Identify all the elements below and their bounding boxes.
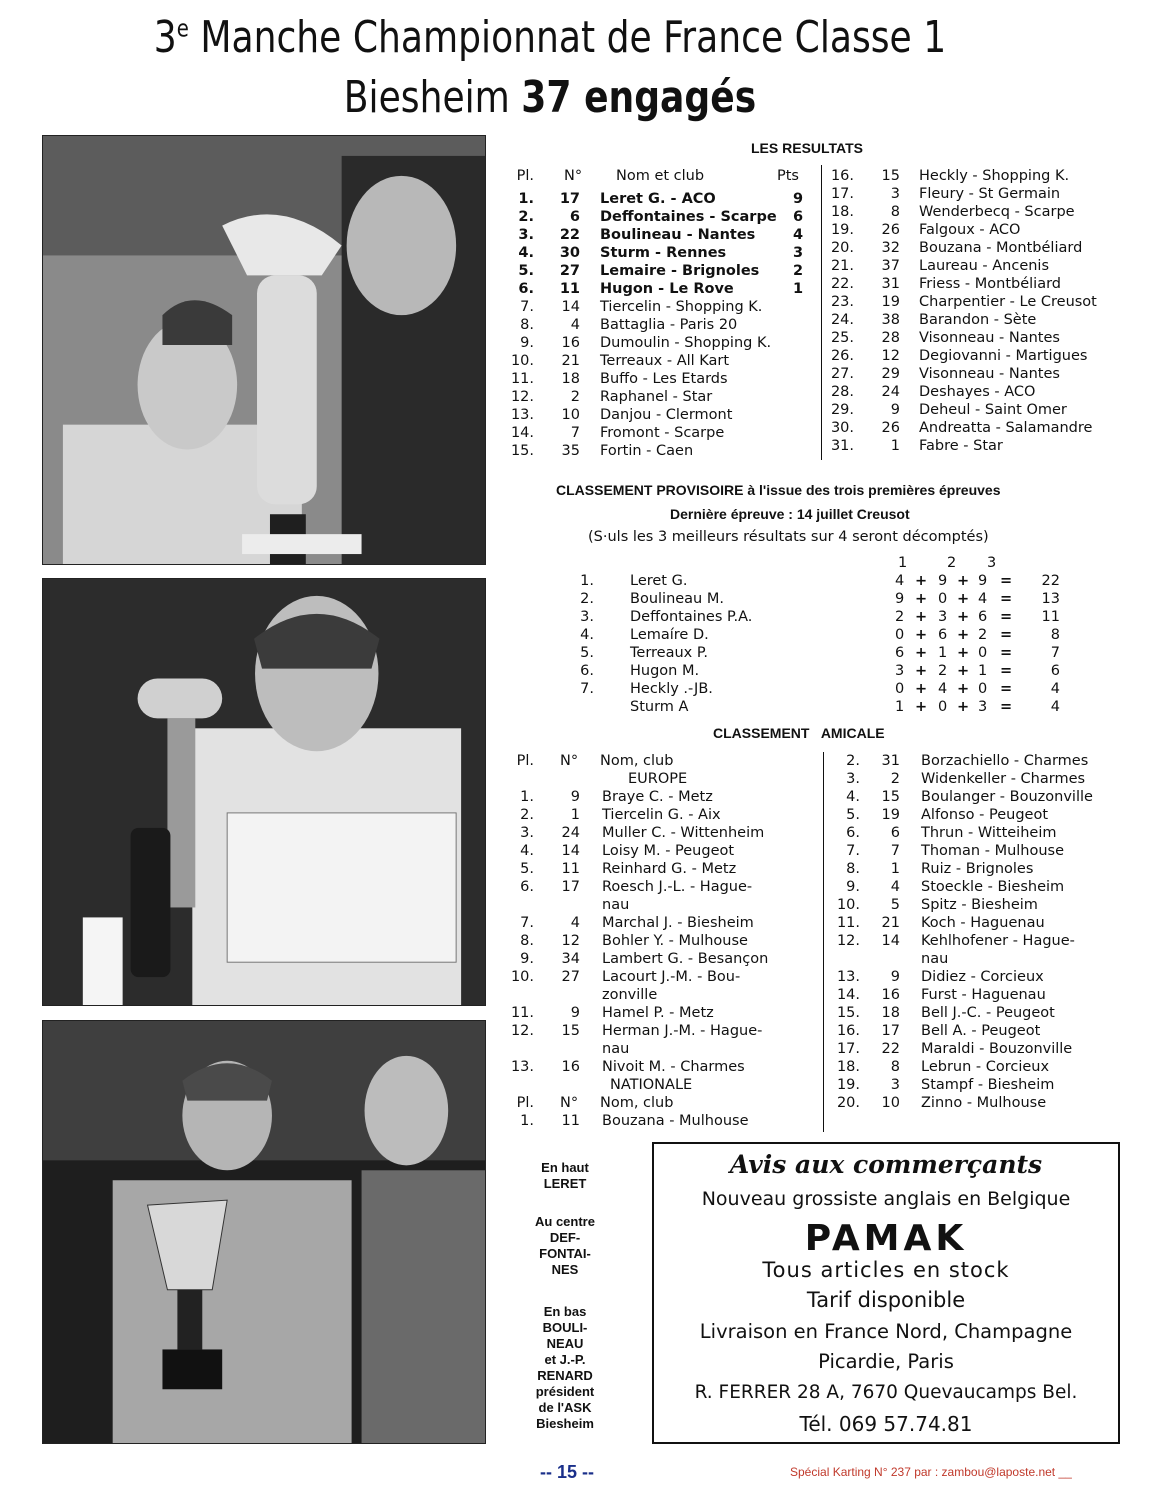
resultats-row: 13. 10 Danjou - Clermont bbox=[510, 407, 733, 423]
provisoire-row: 3. Deffontaines P.A. 2 + 3 + 6 = 11 bbox=[580, 609, 1060, 625]
amicale-row: 2. 31 Borzachiello - Charmes bbox=[846, 753, 1089, 769]
provisoire-title: CLASSEMENT PROVISOIRE à l'issue des trois premières épreuves bbox=[556, 482, 1001, 498]
amicale-row: 4. 15 Boulanger - Bouzonville bbox=[846, 789, 1093, 805]
amicale-row: 6. 6 Thrun - Witteiheim bbox=[846, 825, 1057, 841]
amicale-divider bbox=[823, 752, 824, 1132]
provisoire-row: 5. Terreaux P. 6 + 1 + 0 = 7 bbox=[580, 645, 1060, 661]
ad-line3: Tarif disponible bbox=[806, 1288, 966, 1312]
resultats-table-right bbox=[820, 167, 1130, 455]
amicale-row: 5. 11 Reinhard G. - Metz bbox=[520, 861, 737, 877]
amicale-row: 9. 34 Lambert G. - Besançon bbox=[520, 951, 769, 967]
ad-line2: Tous articles en stock bbox=[762, 1258, 1010, 1282]
resultats-row: 29. 9 Deheul - Saint Omer bbox=[830, 402, 1067, 418]
amicale-row: 6. 17 Roesch J.-L. - Hague- bbox=[520, 879, 753, 895]
provisoire-row: 1. Leret G. 4 + 9 + 9 = 22 bbox=[580, 573, 1060, 589]
resultats-row: 25. 28 Visonneau - Nantes bbox=[830, 330, 1060, 346]
europe-label: EUROPE bbox=[628, 771, 688, 787]
amicale-row-cont: nau bbox=[602, 897, 630, 913]
page-subtitle: Biesheim 37 engagés bbox=[343, 72, 757, 123]
nationale-row-1: 1. 11 Bouzana - Mulhouse bbox=[520, 1113, 749, 1129]
amicale-row: 16. 17 Bell A. - Peugeot bbox=[836, 1023, 1041, 1039]
provisoire-row: 4. Lemaíre D. 0 + 6 + 2 = 8 bbox=[580, 627, 1060, 643]
caption-haut: En haut LERET bbox=[541, 1160, 589, 1191]
amicale-row: 11. 9 Hamel P. - Metz bbox=[510, 1005, 714, 1021]
page-title: 3e Manche Championnat de France Classe 1 bbox=[153, 12, 947, 63]
resultats-row: 10. 21 Terreaux - All Kart bbox=[510, 353, 730, 369]
amicale-row: 9. 4 Stoeckle - Biesheim bbox=[846, 879, 1065, 895]
nationale-label: NATIONALE bbox=[610, 1077, 693, 1093]
page-number: -- 15 -- bbox=[540, 1462, 594, 1482]
resultats-row: 11. 18 Buffo - Les Etards bbox=[510, 371, 728, 387]
resultats-row: 24. 38 Barandon - Sète bbox=[830, 312, 1037, 328]
resultats-row: 6. 11 Hugon - Le Rove 1 bbox=[518, 281, 804, 297]
footer-credit: Spécial Karting N° 237 par : zambou@laposte.net __ bbox=[790, 1465, 1072, 1479]
amicale-row: 10. 27 Lacourt J.-M. - Bou- bbox=[510, 969, 741, 985]
amicale-row: 3. 24 Muller C. - Wittenheim bbox=[520, 825, 765, 841]
amicale-row: 14. 16 Furst - Haguenau bbox=[836, 987, 1046, 1003]
ad-line7: Tél. 069 57.74.81 bbox=[799, 1412, 973, 1436]
resultats-row: 2. 6 Deffontaines - Scarpe 6 bbox=[518, 209, 804, 225]
resultats-row: 4. 30 Sturm - Rennes 3 bbox=[518, 245, 804, 261]
provisoire-row: Sturm A 1 + 0 + 3 = 4 bbox=[630, 699, 1060, 715]
amicale-row: 8. 1 Ruiz - Brignoles bbox=[846, 861, 1034, 877]
amicale-row: 8. 12 Bohler Y. - Mulhouse bbox=[520, 933, 748, 949]
resultats-row: 21. 37 Laureau - Ancenis bbox=[830, 258, 1050, 274]
amicale-table-left: Pl. N° Nom, club EUROPE 1. 9 Braye C. - Metz 2. 1 Tiercelin G. - Aix 3. 24 Muller C. - Wittenheim 4. 14 Loisy M. - Peugeot 5. 11 Reinhard G. - Metz 6. 17 Roesch J.-L. - Hague- nau 7. 4 Marchal J. - Biesheim 8. 12 Bohler Y. - Mulhouse 9. 34 Lambert G. - Besançon 10. 27 Lacourt J.-M. - Bou- zonville 11. 9 Hamel P. - Metz 12. 15 Herman J.-M. - Hague- nau 13. 16 Nivoit M. - Charmes NATIONALE Pl. N° Nom, club 1. 11 Bouzana - Mulhouse bbox=[500, 752, 830, 1130]
provisoire-subtitle: Dernière épreuve : 14 juillet Creusot bbox=[670, 506, 910, 522]
ad-line4: Livraison en France Nord, Champagne bbox=[699, 1320, 1073, 1343]
resultats-row: 20. 32 Bouzana - Montbéliard bbox=[830, 240, 1083, 256]
amicale-row: 10. 5 Spitz - Biesheim bbox=[836, 897, 1038, 913]
resultats-row: 26. 12 Degiovanni - Martigues bbox=[830, 348, 1088, 364]
resultats-row: 17. 3 Fleury - St Germain bbox=[830, 186, 1061, 202]
amicale-row: 11. 21 Koch - Haguenau bbox=[836, 915, 1045, 931]
amicale-row: 13. 16 Nivoit M. - Charmes bbox=[510, 1059, 745, 1075]
resultats-row: 12. 2 Raphanel - Star bbox=[510, 389, 713, 405]
resultats-row: 19. 26 Falgoux - ACO bbox=[830, 222, 1021, 238]
amicale-row: 20. 10 Zinno - Mulhouse bbox=[836, 1095, 1047, 1111]
amicale-row: 7. 4 Marchal J. - Biesheim bbox=[520, 915, 754, 931]
caption-bas: En bas BOULI- NEAU et J.-P. RENARD président de l'ASK Biesheim bbox=[535, 1304, 595, 1431]
provisoire-table bbox=[560, 572, 1080, 716]
amicale-row: 12. 14 Kehlhofener - Hague- bbox=[836, 933, 1075, 949]
resultats-row: 16. 15 Heckly - Shopping K. bbox=[830, 168, 1070, 184]
resultats-header: Pl. N° Nom et club Pts bbox=[516, 168, 799, 184]
provisoire-row: 2. Boulineau M. 9 + 0 + 4 = 13 bbox=[580, 591, 1060, 607]
resultats-row: 27. 29 Visonneau - Nantes bbox=[830, 366, 1060, 382]
provisoire-note: (S·uls les 3 meilleurs résultats sur 4 seront décomptés) bbox=[588, 529, 989, 545]
ad-line5: Picardie, Paris bbox=[818, 1350, 954, 1373]
resultats-title: LES RESULTATS bbox=[751, 140, 863, 156]
amicale-row: 1. 9 Braye C. - Metz bbox=[520, 789, 713, 805]
photo-center-deffontaines bbox=[42, 578, 486, 1006]
amicale-row: 4. 14 Loisy M. - Peugeot bbox=[520, 843, 735, 859]
resultats-row: 1. 17 Leret G. - ACO 9 bbox=[518, 191, 804, 207]
amicale-row: 15. 18 Bell J.-C. - Peugeot bbox=[836, 1005, 1055, 1021]
amicale-row: 18. 8 Lebrun - Corcieux bbox=[836, 1059, 1050, 1075]
ad-heading: Avis aux commerçants bbox=[729, 1150, 1043, 1179]
caption-centre: Au centre DEF- FONTAI- NES bbox=[535, 1214, 595, 1277]
amicale-row: 19. 3 Stampf - Biesheim bbox=[836, 1077, 1055, 1093]
resultats-row: 15. 35 Fortin - Caen bbox=[510, 443, 694, 459]
provisoire-row: 7. Heckly .-JB. 0 + 4 + 0 = 4 bbox=[580, 681, 1060, 697]
ad-brand: PAMAK bbox=[804, 1218, 968, 1259]
amicale-row-cont: nau bbox=[602, 1041, 630, 1057]
resultats-row: 31. 1 Fabre - Star bbox=[830, 438, 1003, 454]
amicale-row-cont: zonville bbox=[602, 987, 658, 1003]
ad-line6: R. FERRER 28 A, 7670 Quevaucamps Bel. bbox=[694, 1382, 1078, 1403]
resultats-row: 14. 7 Fromont - Scarpe bbox=[510, 425, 725, 441]
resultats-table-left bbox=[500, 167, 810, 460]
amicale-row: 7. 7 Thoman - Mulhouse bbox=[846, 843, 1065, 859]
resultats-row: 9. 16 Dumoulin - Shopping K. bbox=[520, 335, 772, 351]
resultats-row: 28. 24 Deshayes - ACO bbox=[830, 384, 1036, 400]
amicale-row: 5. 19 Alfonso - Peugeot bbox=[846, 807, 1049, 823]
amicale-title: CLASSEMENT AMICALE bbox=[713, 725, 885, 741]
amicale-row: 3. 2 Widenkeller - Charmes bbox=[846, 771, 1086, 787]
resultats-row: 5. 27 Lemaire - Brignoles 2 bbox=[518, 263, 804, 279]
amicale-row: 17. 22 Maraldi - Bouzonville bbox=[836, 1041, 1073, 1057]
resultats-row: 7. 14 Tiercelin - Shopping K. bbox=[520, 299, 763, 315]
photo-bottom-boulineau-renard bbox=[42, 1020, 486, 1444]
resultats-row: 18. 8 Wenderbecq - Scarpe bbox=[830, 204, 1075, 220]
pamak-advertisement bbox=[652, 1142, 1120, 1444]
amicale-table-right bbox=[826, 752, 1126, 1112]
amicale-row: 12. 15 Herman J.-M. - Hague- bbox=[510, 1023, 763, 1039]
provisoire-row: 6. Hugon M. 3 + 2 + 1 = 6 bbox=[580, 663, 1060, 679]
photo-top-leret bbox=[42, 135, 486, 565]
resultats-row: 30. 26 Andreatta - Salamandre bbox=[830, 420, 1093, 436]
resultats-row: 23. 19 Charpentier - Le Creusot bbox=[830, 294, 1097, 310]
provisoire-cols: 1 2 3 bbox=[898, 555, 997, 571]
resultats-row: 8. 4 Battaglia - Paris 20 bbox=[520, 317, 738, 333]
amicale-row: 2. 1 Tiercelin G. - Aix bbox=[520, 807, 721, 823]
ad-line1: Nouveau grossiste anglais en Belgique bbox=[701, 1188, 1071, 1210]
amicale-row-cont: nau bbox=[921, 951, 949, 967]
amicale-row: 13. 9 Didiez - Corcieux bbox=[836, 969, 1044, 985]
resultats-row: 3. 22 Boulineau - Nantes 4 bbox=[518, 227, 804, 243]
resultats-row: 22. 31 Friess - Montbéliard bbox=[830, 276, 1061, 292]
